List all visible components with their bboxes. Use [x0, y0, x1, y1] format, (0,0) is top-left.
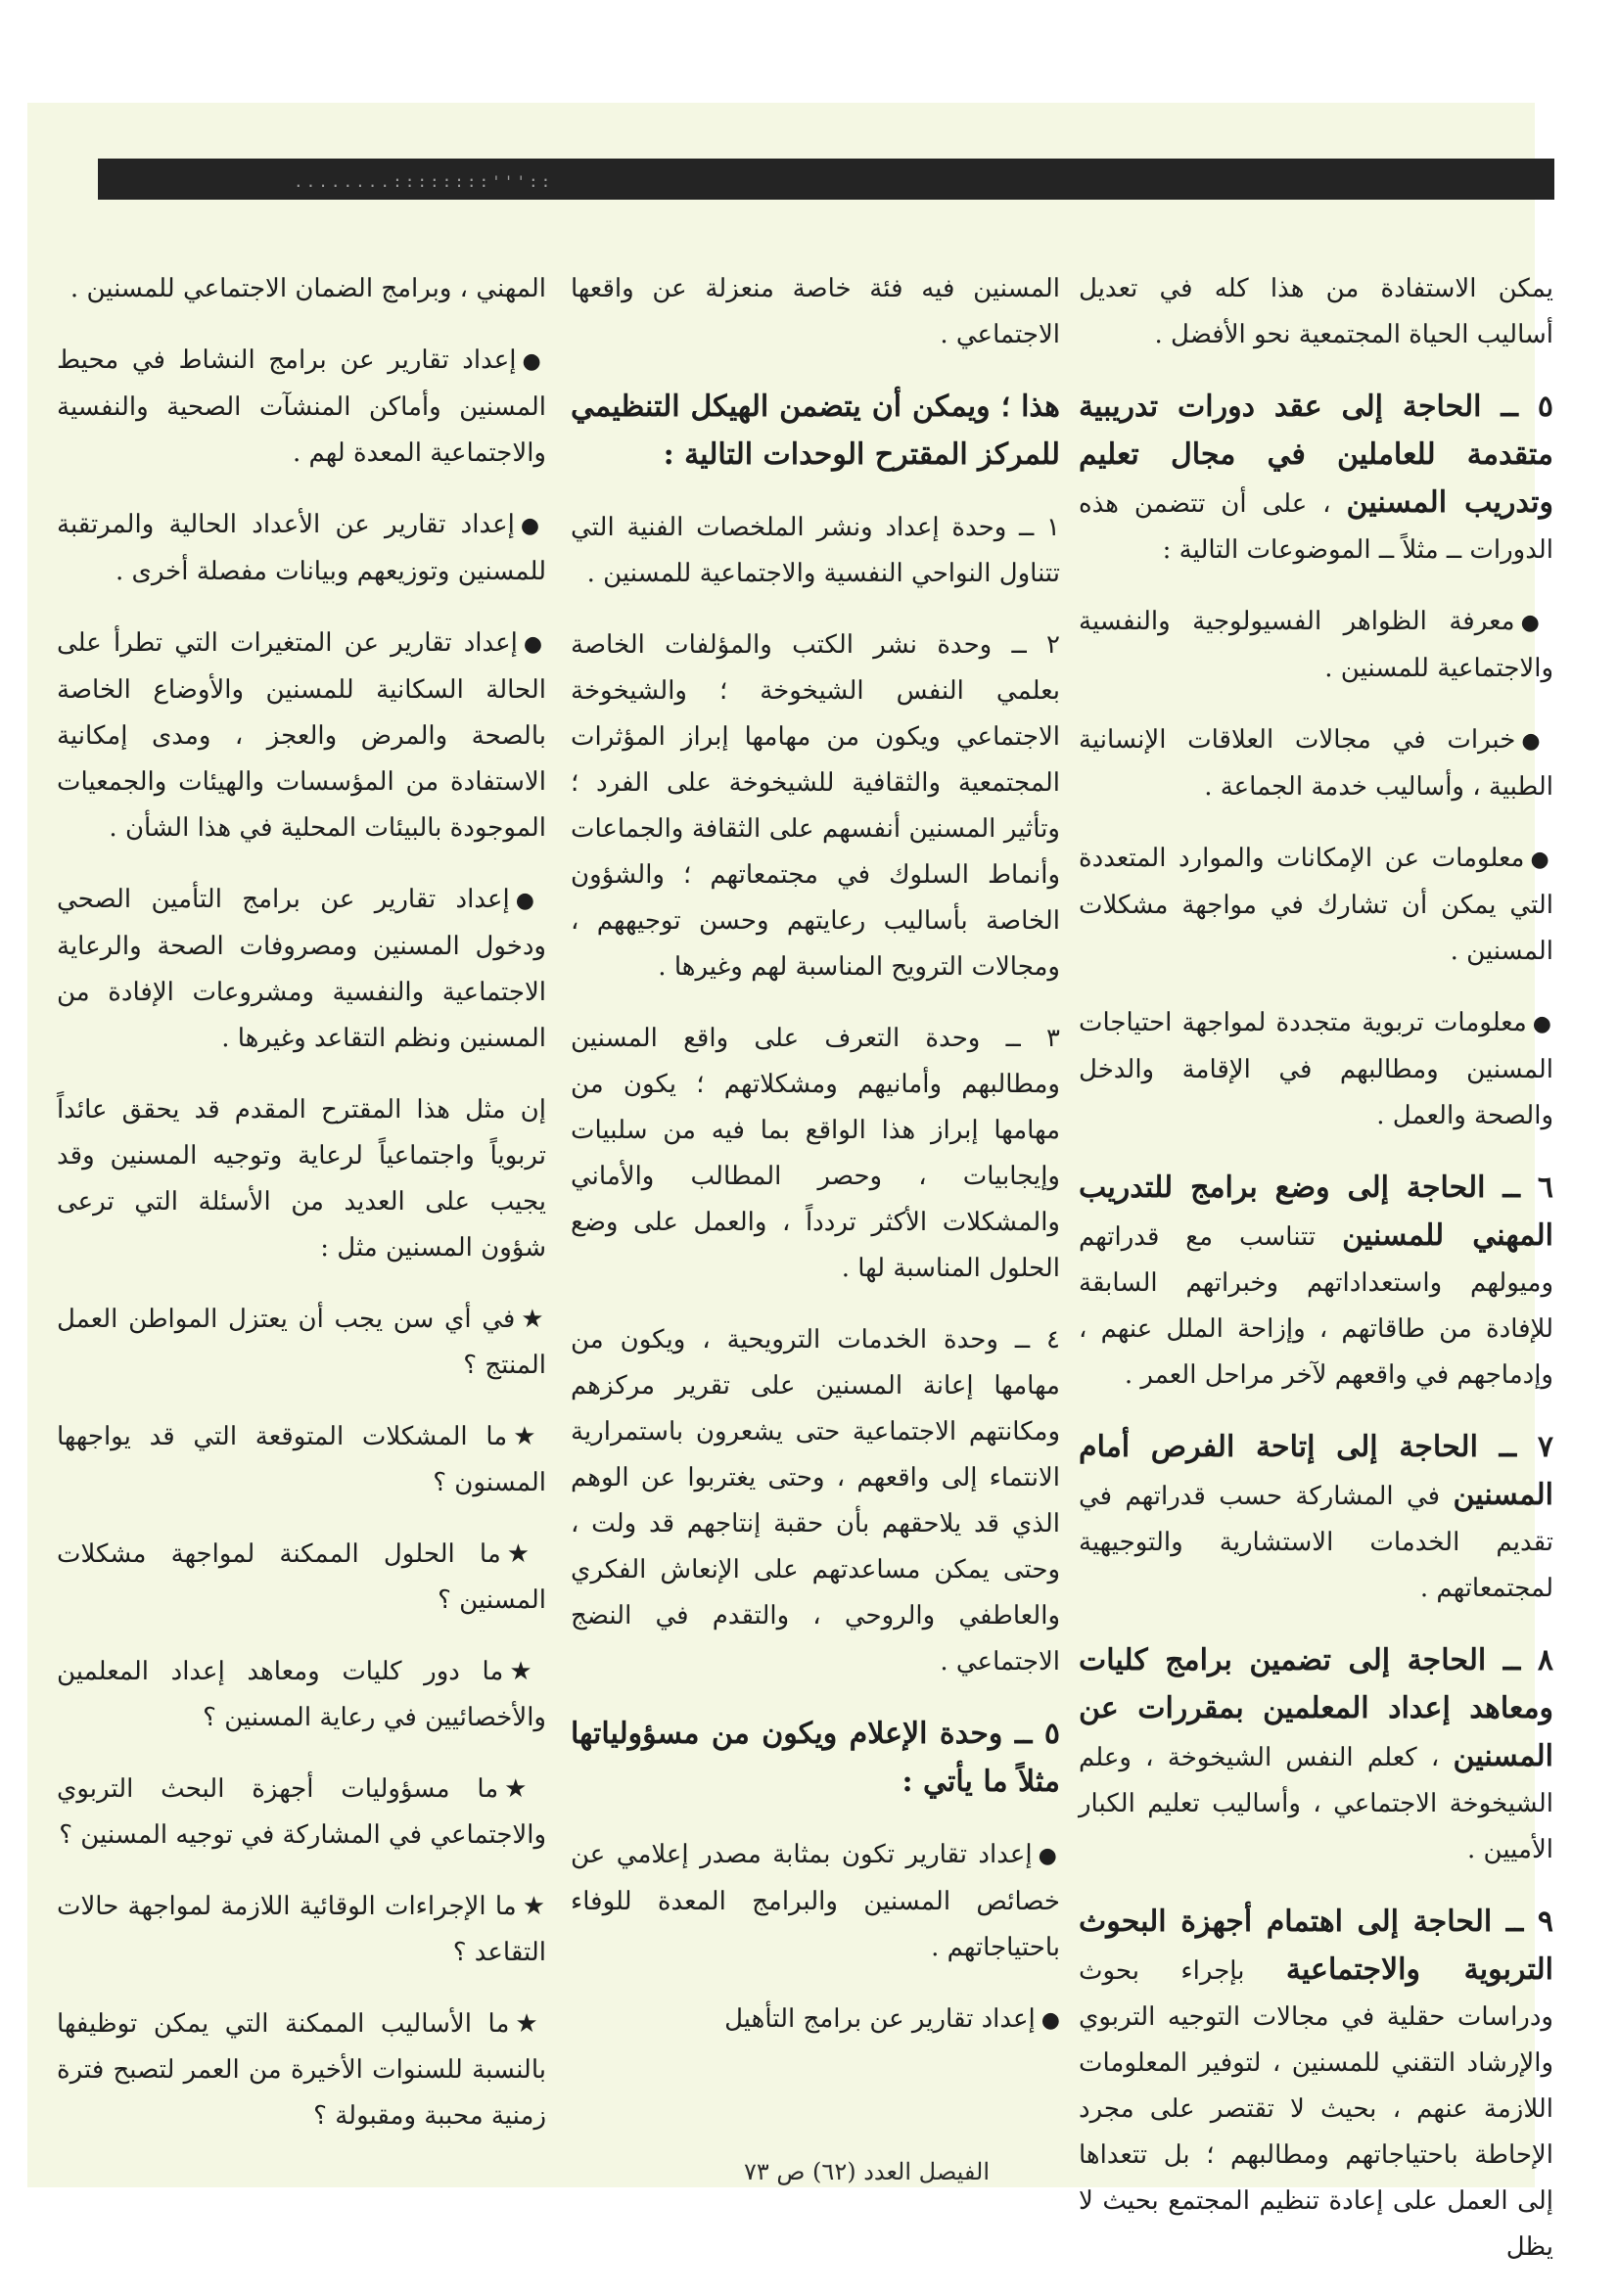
- bullet-item: [1079, 1000, 1553, 1139]
- item-text: ما المشكلات المتوقعة التي قد يواجهها المسنون ؟: [57, 1422, 546, 1497]
- section-body-text: في المشاركة حسب قدراتهم في تقديم الخدمات الاستشارية والتوجيهية لمجتمعاتهم .: [1079, 1482, 1553, 1603]
- bullet-item: [1079, 599, 1553, 692]
- bullet-item: [1079, 717, 1553, 810]
- body-paragraph: ١ ــ وحدة إعداد ونشر الملخصات الفنية التي تتناول النواحي النفسية والاجتماعية للمسنين .: [571, 513, 1060, 588]
- question-item: [57, 1884, 546, 1976]
- star-icon: ★: [515, 2009, 546, 2039]
- body-paragraph: إن مثل هذا المقترح المقدم قد يحقق عائداً تربوياً واجتماعياً لرعاية وتوجيه المسنين وقد يجيب على العديد من الأسئلة التي ترعى شؤون المسنين مثل :: [57, 1095, 546, 1263]
- header-dots: ........::::::::'''::: [294, 172, 554, 191]
- item-text: إعداد تقارير تكون بمثابة مصدر إعلامي عن خصائص المسنين والبرامج المعدة للوفاء باحتياجاتهم .: [571, 1840, 1060, 1962]
- body-paragraph: ٤ ــ وحدة الخدمات الترويحية ، ويكون من مهامها إعانة المسنين على تقرير مركزهم ومكانتهم الاجتماعية حتى يشعرون باستمرارية الانتماء إلى واقعهم ، وحتى يغتربوا عن الوهم الذي قد يلاحقهم بأن حقبة إنتاجهم قد ولت ، وحتى يمكن مساعدتهم على الإنعاش الفكري والعاطفي والروحي ، والتقدم في النضج الاجتماعي .: [571, 1325, 1060, 1676]
- item-text: إعداد تقارير عن برامج التأهيل: [724, 2004, 1036, 2034]
- section-heading-paragraph: [571, 1711, 1060, 1807]
- item-text: معرفة الظواهر الفسيولوجية والنفسية والاجتماعية للمسنين .: [1079, 607, 1553, 683]
- bullet-dot-icon: ●: [1532, 1012, 1553, 1036]
- item-text: ما الأساليب الممكنة التي يمكن توظيفها بالنسبة للسنوات الأخيرة من العمر لتصبح فترة زمنية محببة ومقبولة ؟: [57, 2009, 546, 2131]
- bullet-item: [571, 1832, 1060, 1971]
- item-text: في أي سن يجب أن يعتزل المواطن العمل المنتج ؟: [57, 1305, 546, 1380]
- section-body-text: ، كعلم النفس الشيخوخة ، وعلم الشيخوخة الاجتماعي ، وأساليب تعليم الكبار الأميين .: [1079, 1743, 1553, 1864]
- section-heading-paragraph: [1079, 1424, 1553, 1612]
- section-heading: هذا ؛ ويمكن أن يتضمن الهيكل التنظيمي للمركز المقترح الوحدات التالية :: [571, 390, 1060, 472]
- bullet-dot-icon: ●: [520, 514, 546, 538]
- section-heading: ٥ ــ وحدة الإعلام ويكون من مسؤولياتها مثلاً ما يأتي :: [571, 1717, 1060, 1799]
- bullet-dot-icon: ●: [1520, 611, 1554, 635]
- bullet-dot-icon: ●: [523, 632, 546, 657]
- bullet-item: [571, 1997, 1060, 2043]
- item-text: إعداد تقارير عن الأعداد الحالية والمرتقبة للمسنين وتوزيعهم وبيانات مفصلة أخرى .: [57, 510, 546, 586]
- bullet-dot-icon: ●: [1521, 729, 1553, 754]
- section-heading-paragraph: [1079, 1899, 1553, 2271]
- star-icon: ★: [506, 1539, 546, 1569]
- item-text: معلومات عن الإمكانات والموارد المتعددة التي يمكن أن تشارك في مواجهة مشكلات المسنين .: [1079, 844, 1553, 966]
- bullet-item: [57, 877, 546, 1062]
- bullet-dot-icon: ●: [1038, 1844, 1060, 1868]
- item-text: معلومات تربوية متجددة لمواجهة احتياجات المسنين ومطالبهم في الإقامة والدخل والصحة والعمل .: [1079, 1008, 1553, 1130]
- bullet-dot-icon: ●: [1040, 2008, 1060, 2033]
- section-heading-paragraph: [1079, 384, 1553, 574]
- column-middle: [571, 266, 1060, 2069]
- body-paragraph: المهني ، وبرامج الضمان الاجتماعي للمسنين .: [69, 274, 546, 303]
- section-body-text: تتناسب مع قدراتهم وميولهم واستعداداتهم وخبراتهم السابقة للإفادة من طاقاتهم ، وإزاحة الملل عنهم ، وإدماجهم في واقعهم لآخر مراحل العمر .: [1079, 1222, 1553, 1390]
- body-paragraph: ٣ ــ وحدة التعرف على واقع المسنين ومطالبهم وأمانيهم ومشكلاتهم ؛ يكون من مهامها إبراز هذا الواقع بما فيه من سلبيات وإيجابيات ، وحصر المطالب والأماني والمشكلات الأكثر تردداً ، والعمل على وضع الحلول المناسبة لها .: [571, 1024, 1060, 1283]
- body-paragraph: ٢ ــ وحدة نشر الكتب والمؤلفات الخاصة بعلمي النفس الشيخوخة ؛ والشيخوخة الاجتماعي ويكون من مهامها إبراز المؤثرات المجتمعية والثقافية للشيخوخة على الفرد ؛ وتأثير المسنين أنفسهم على الثقافة والجماعات وأنماط السلوك في مجتمعاتهم ؛ والشؤون الخاصة بأساليب رعايتهم وحسن توجيههم ، ومجالات الترويح المناسبة لهم وغيرها .: [571, 630, 1060, 982]
- item-text: إعداد تقارير عن برامج التأمين الصحي ودخول المسنين ومصروفات الصحة والرعاية الاجتماعية والنفسية ومشروعات الإفادة من المسنين ونظم التقاعد وغيرها .: [57, 885, 546, 1053]
- star-icon: ★: [504, 1774, 546, 1804]
- question-item: [57, 1767, 546, 1859]
- section-heading: ٦ ــ الحاجة إلى وضع برامج للتدريب المهني للمسنين: [1079, 1171, 1554, 1253]
- bullet-dot-icon: ●: [522, 349, 547, 374]
- bullet-item: [1079, 836, 1553, 975]
- bullet-item: [57, 502, 546, 595]
- question-item: [57, 1649, 546, 1741]
- section-heading: ٩ ــ الحاجة إلى اهتمام أجهزة البحوث التربوية والاجتماعية: [1079, 1905, 1553, 1987]
- bullet-dot-icon: ●: [1530, 848, 1554, 872]
- question-item: [57, 2001, 546, 2139]
- section-heading-paragraph: [571, 384, 1060, 480]
- section-body-text: بإجراء بحوث ودراسات حقلية في مجالات التوجيه التربوي والإرشاد التقني للمسنين ، لتوفير المعلومات اللازمة عنهم ، بحيث لا تقتصر على مجرد الإحاطة باحتياجاتهم ومطالبهم ؛ بل تتعداها إلى العمل على إعادة تنظيم المجتمع بحيث لا يظل: [1079, 1956, 1553, 2262]
- body-paragraph: المسنين فيه فئة خاصة منعزلة عن واقعها الاجتماعي .: [571, 274, 1060, 349]
- item-text: إعداد تقارير عن المتغيرات التي تطرأ على الحالة السكانية للمسنين والأوضاع الخاصة بالصحة والمرض والعجز ، ومدى إمكانية الاستفادة من المؤسسات والهيئات والجمعيات الموجودة بالبيئات المحلية في هذا الشأن .: [57, 628, 546, 843]
- item-text: ما مسؤوليات أجهزة البحث التربوي والاجتماعي في المشاركة في توجيه المسنين ؟: [57, 1774, 546, 1850]
- item-text: ما دور كليات ومعاهد إعداد المعلمين والأخصائيين في رعاية المسنين ؟: [57, 1657, 546, 1732]
- item-text: إعداد تقارير عن برامج النشاط في محيط المسنين وأماكن المنشآت الصحية والنفسية والاجتماعية المعدة لهم .: [57, 345, 546, 468]
- section-heading-paragraph: [1079, 1637, 1553, 1873]
- item-text: ما الحلول الممكنة لمواجهة مشكلات المسنين ؟: [57, 1539, 546, 1615]
- bullet-item: [57, 338, 546, 477]
- page-footer: الفيصل العدد (٦٢) ص ٧٣: [744, 2158, 991, 2185]
- column-right: [1079, 266, 1553, 2296]
- bullet-dot-icon: ●: [515, 889, 546, 913]
- star-icon: ★: [522, 1892, 546, 1921]
- section-heading: ٥ ــ الحاجة إلى عقد دورات تدريبية متقدمة للعاملين في مجال تعليم وتدريب المسنين: [1079, 390, 1553, 520]
- section-heading-paragraph: [1079, 1165, 1553, 1399]
- section-heading: ٨ ــ الحاجة إلى تضمين برامج كليات ومعاهد إعداد المعلمين بمقررات عن المسنين: [1079, 1643, 1554, 1773]
- question-item: [57, 1532, 546, 1624]
- column-left: [57, 266, 546, 2165]
- star-icon: ★: [509, 1657, 546, 1686]
- question-item: [57, 1414, 546, 1506]
- item-text: ما الإجراءات الوقائية اللازمة لمواجهة حالات التقاعد ؟: [57, 1892, 546, 1967]
- bullet-item: [57, 620, 546, 851]
- item-text: خبرات في مجالات العلاقات الإنسانية الطبية ، وأساليب خدمة الجماعة .: [1079, 725, 1553, 802]
- question-item: [57, 1297, 546, 1389]
- star-icon: ★: [513, 1422, 546, 1451]
- section-heading: ٧ ــ الحاجة إلى إتاحة الفرص أمام المسنين: [1079, 1430, 1553, 1512]
- star-icon: ★: [521, 1305, 546, 1334]
- section-body-text: ، على أن تتضمن هذه الدورات ــ مثلاً ــ الموضوعات التالية :: [1079, 489, 1553, 565]
- body-paragraph: يمكن الاستفادة من هذا كله في تعديل أساليب الحياة المجتمعية نحو الأفضل .: [1079, 274, 1553, 349]
